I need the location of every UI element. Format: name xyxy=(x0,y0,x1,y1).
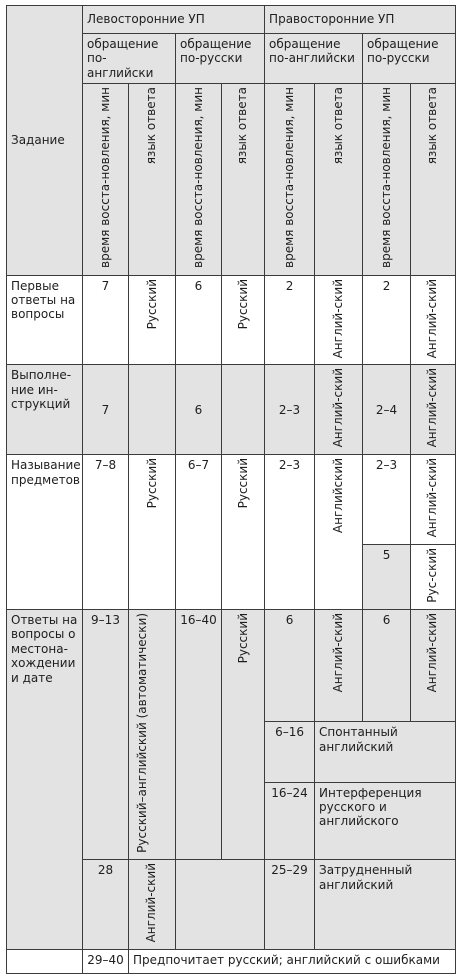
header-time-col: время восста-новления, мин xyxy=(363,84,411,275)
task-instructions: Выполне-ние ин-струкций xyxy=(7,365,83,455)
cell-description: Предпочитает русский; английский с ошибками xyxy=(129,950,456,974)
header-right-addr-ru: обращение по-русски xyxy=(363,34,456,84)
cell-description: Спонтанный английский xyxy=(315,722,456,782)
cell-time: 6 xyxy=(176,365,222,455)
cell-time: 2 xyxy=(265,275,315,365)
cell-lang: Англий-ский xyxy=(315,365,363,455)
cell-lang: Русский xyxy=(222,610,265,860)
cell-time: 2–4 xyxy=(363,365,411,455)
cell-lang: Русский xyxy=(129,275,176,365)
cell-lang: Русский xyxy=(129,455,176,610)
cell-lang: Англий-ский xyxy=(411,365,456,455)
cell-time: 6 xyxy=(363,610,411,722)
cell-time: 6 xyxy=(176,275,222,365)
header-right-addr-en: обращение по-английски xyxy=(265,34,363,84)
cell-time: 9–13 xyxy=(83,610,129,860)
header-left-up: Левосторонние УП xyxy=(83,6,265,34)
cell-lang: Англий-ский xyxy=(315,610,363,722)
cell-time: 5 xyxy=(363,544,411,609)
cell-lang: Англий-ский xyxy=(411,455,456,545)
cell-time: 6–16 xyxy=(265,722,315,782)
cell-description: Затрудненный английский xyxy=(315,860,456,950)
header-time-col: время восста-новления, мин xyxy=(83,84,129,275)
header-time-col: время восста-новления, мин xyxy=(265,84,315,275)
cell-lang: Русский–английский (автоматически) xyxy=(129,610,176,860)
cell-lang: Рус-ский xyxy=(411,544,456,609)
cell-time: 7 xyxy=(83,275,129,365)
cell-lang: Английский xyxy=(315,455,363,610)
cell-time: 16–40 xyxy=(176,610,222,860)
cell-time: 28 xyxy=(83,860,129,950)
cell-time: 29–40 xyxy=(83,950,129,974)
cell-description: Интерференция русского и английского xyxy=(315,782,456,860)
task-naming: Называние предметов xyxy=(7,455,83,610)
cell-time: 7–8 xyxy=(83,455,129,610)
cell-time: 2–3 xyxy=(265,365,315,455)
header-lang-col: язык ответа xyxy=(222,84,265,275)
cell-lang: Англий-ский xyxy=(129,860,176,950)
cell-empty xyxy=(176,860,265,950)
cell-lang: Англий-ский xyxy=(315,275,363,365)
recovery-table xyxy=(6,5,456,974)
header-right-up: Правосторонние УП xyxy=(265,6,456,34)
cell-lang-empty xyxy=(129,365,176,455)
header-lang-col: язык ответа xyxy=(129,84,176,275)
header-lang-col: язык ответа xyxy=(411,84,456,275)
cell-lang: Русский xyxy=(222,455,265,610)
task-orientation: Ответы на вопросы о местона-хождении и дате xyxy=(7,610,83,950)
cell-time: 25–29 xyxy=(265,860,315,950)
cell-time: 2 xyxy=(363,275,411,365)
header-time-col: время восста-новления, мин xyxy=(176,84,222,275)
cell-lang: Англий-ский xyxy=(411,610,456,722)
task-first-answers: Первые ответы на вопросы xyxy=(7,275,83,365)
table-wrapper xyxy=(6,5,456,974)
cell-time: 2–3 xyxy=(265,455,315,610)
cell-time: 6–7 xyxy=(176,455,222,610)
header-task: Задание xyxy=(7,6,83,276)
cell-time: 16–24 xyxy=(265,782,315,860)
cell-time: 6 xyxy=(265,610,315,722)
cell-time: 2–3 xyxy=(363,455,411,545)
cell-lang: Англий-ский xyxy=(411,275,456,365)
header-lang-col: язык ответа xyxy=(315,84,363,275)
cell-lang-empty xyxy=(222,365,265,455)
header-left-addr-en: обращение по-английски xyxy=(83,34,176,84)
cell-time: 7 xyxy=(83,365,129,455)
cell-lang: Русский xyxy=(222,275,265,365)
cell-empty xyxy=(7,950,83,974)
header-left-addr-ru: обращение по-русски xyxy=(176,34,265,84)
